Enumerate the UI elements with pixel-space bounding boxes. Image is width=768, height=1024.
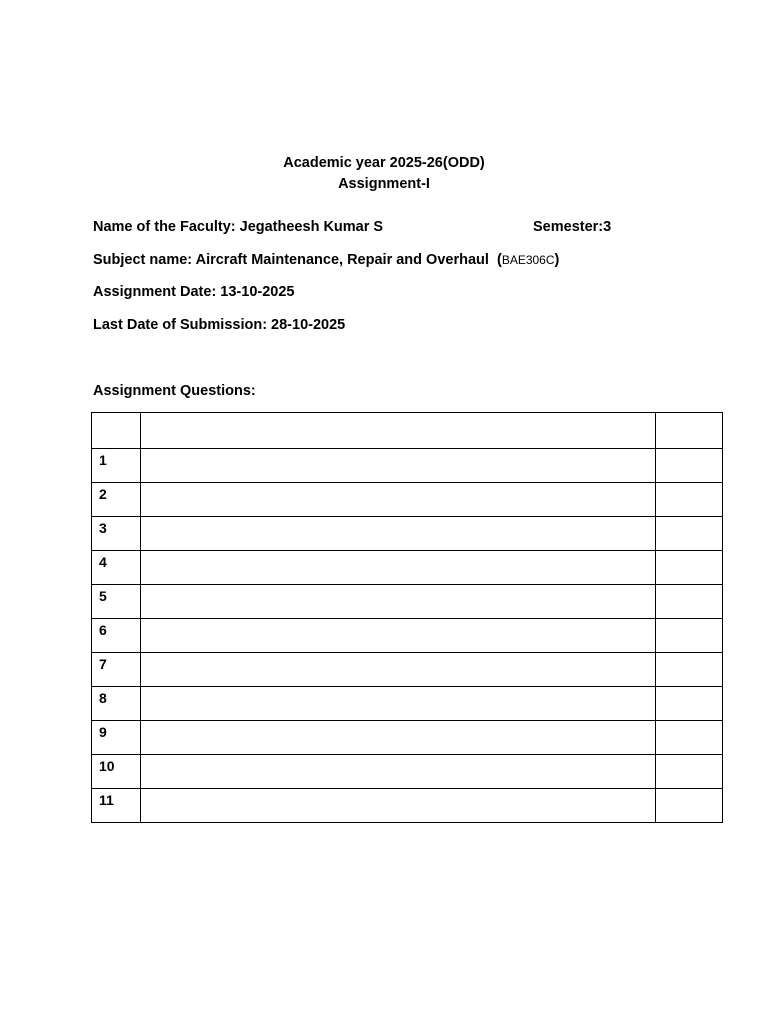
table-row	[92, 755, 723, 789]
table-row	[92, 653, 723, 687]
last-submission-date: Last Date of Submission: 28-10-2025	[93, 317, 346, 333]
table-row	[92, 483, 723, 517]
question-number-cell: 9	[92, 721, 141, 755]
subject-line	[93, 251, 559, 269]
subject-code: BAE306C	[501, 253, 555, 267]
question-text-cell	[141, 449, 656, 483]
question-number-cell: 11	[92, 789, 141, 823]
marks-cell	[656, 483, 723, 517]
semester: Semester:3	[533, 219, 612, 235]
marks-cell	[656, 619, 723, 653]
question-text-cell	[141, 551, 656, 585]
question-number-cell: 4	[92, 551, 141, 585]
question-number-cell: 5	[92, 585, 141, 619]
question-number-cell: 1	[92, 449, 141, 483]
questions-table	[91, 412, 723, 823]
question-text-cell	[141, 517, 656, 551]
question-number-cell: 2	[92, 483, 141, 517]
questions-table-body	[92, 413, 723, 823]
header-cell-question	[141, 413, 656, 449]
table-header-row	[92, 413, 723, 449]
marks-cell	[656, 755, 723, 789]
table-row	[92, 551, 723, 585]
subject-code-open: (	[496, 252, 502, 268]
question-text-cell	[141, 585, 656, 619]
question-number-cell: 7	[92, 653, 141, 687]
question-number-cell: 6	[92, 619, 141, 653]
question-text-cell	[141, 721, 656, 755]
question-number-cell: 8	[92, 687, 141, 721]
question-text-cell	[141, 789, 656, 823]
header-cell-marks	[656, 413, 723, 449]
question-number-cell: 10	[92, 755, 141, 789]
table-row	[92, 789, 723, 823]
table-row	[92, 517, 723, 551]
marks-cell	[656, 517, 723, 551]
table-row	[92, 585, 723, 619]
assignment-date: Assignment Date: 13-10-2025	[93, 284, 295, 300]
faculty-name: Name of the Faculty: Jegatheesh Kumar S	[93, 219, 384, 235]
table-row	[92, 687, 723, 721]
marks-cell	[656, 721, 723, 755]
question-text-cell	[141, 687, 656, 721]
subject-name: Subject name: Aircraft Maintenance, Repair and Overhaul	[93, 252, 489, 268]
header-cell-number	[92, 413, 141, 449]
assignment-title: Assignment-I	[338, 176, 430, 192]
questions-heading: Assignment Questions:	[93, 383, 256, 399]
marks-cell	[656, 551, 723, 585]
academic-year-heading: Academic year 2025-26(ODD)	[283, 155, 485, 171]
question-text-cell	[141, 483, 656, 517]
subject-code-close: )	[554, 252, 560, 268]
question-text-cell	[141, 653, 656, 687]
question-text-cell	[141, 755, 656, 789]
table-row	[92, 619, 723, 653]
marks-cell	[656, 449, 723, 483]
marks-cell	[656, 789, 723, 823]
table-row	[92, 721, 723, 755]
marks-cell	[656, 653, 723, 687]
table-row	[92, 449, 723, 483]
question-text-cell	[141, 619, 656, 653]
marks-cell	[656, 687, 723, 721]
question-number-cell: 3	[92, 517, 141, 551]
marks-cell	[656, 585, 723, 619]
